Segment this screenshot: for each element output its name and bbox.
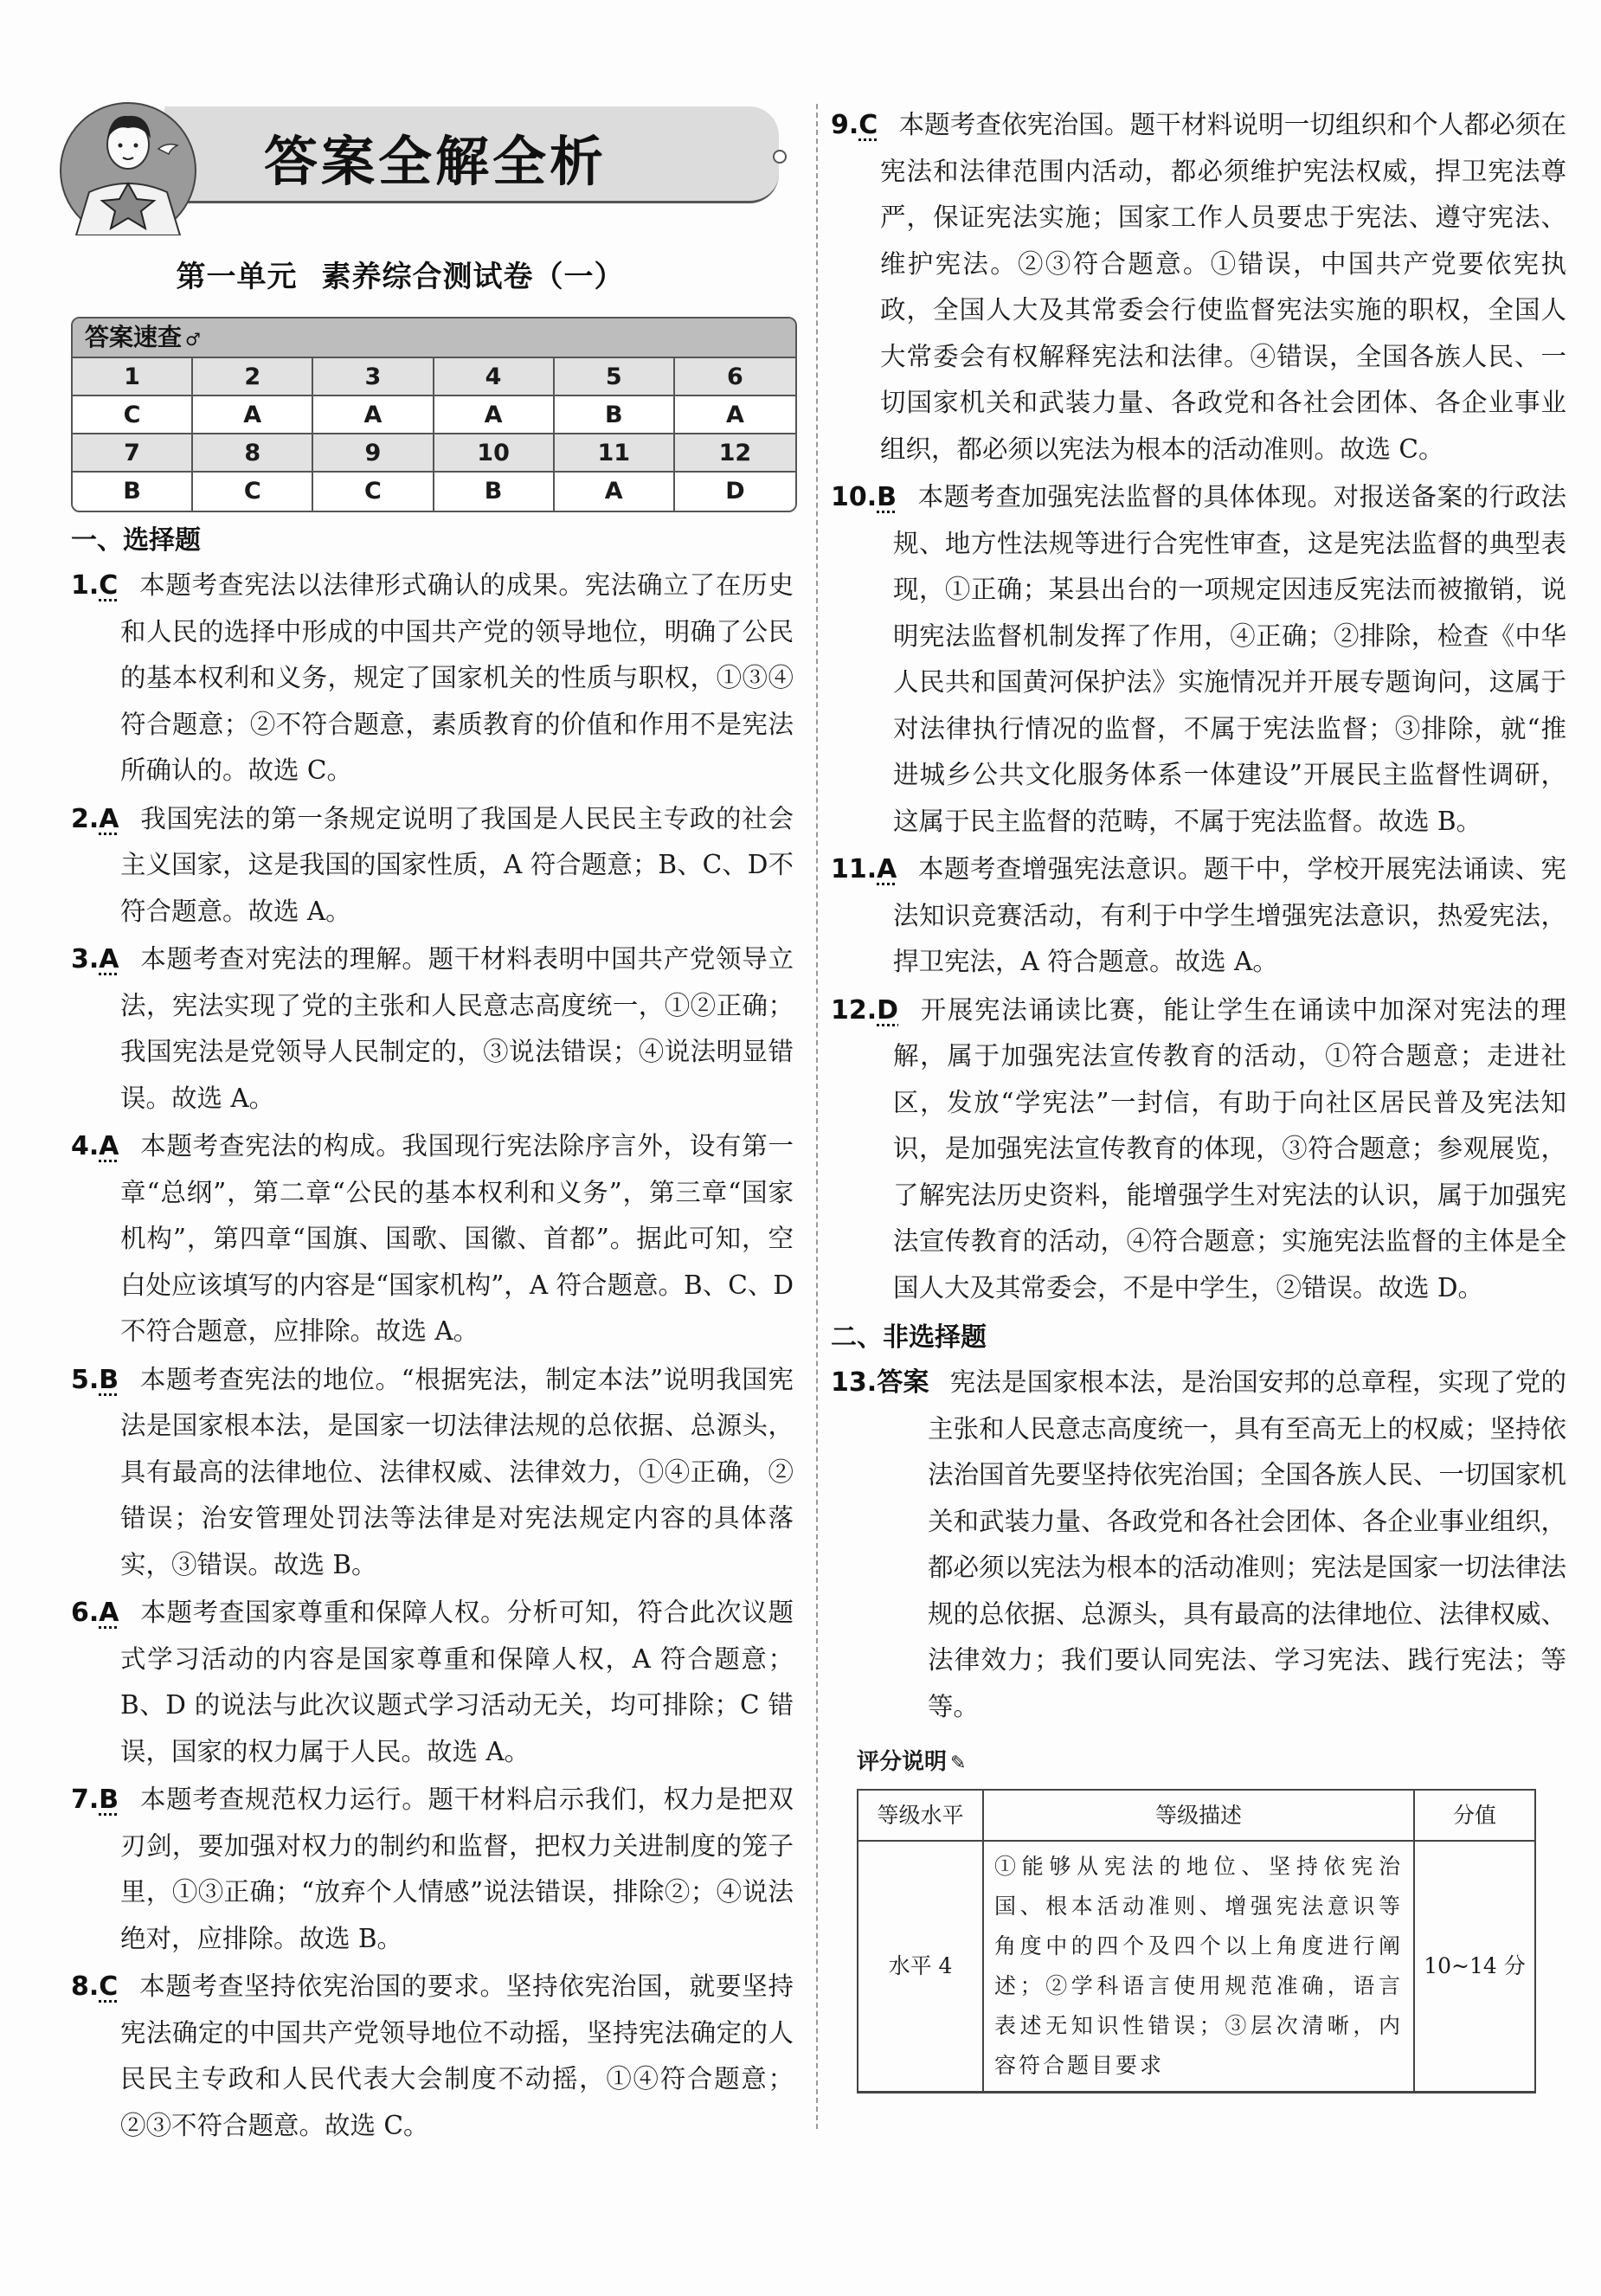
question-number: 5.B: [71, 1364, 119, 1395]
key-number: 2: [193, 358, 313, 396]
key-answer: B: [73, 473, 193, 511]
key-answer: D: [675, 473, 795, 511]
explanation-text: 本题考查坚持依宪治国的要求。坚持依宪治国，就要坚持宪法确定的中国共产党领导地位不动摇，坚持宪法确定的人民民主专政和人民代表大会制度不动摇，①④符合题意；②③不符合题意。故选 C。: [120, 1971, 794, 2140]
key-number: 1: [73, 358, 193, 396]
question-explanation: [71, 1777, 794, 1962]
key-number: 12: [675, 434, 795, 473]
answer-key-grid: [73, 358, 795, 511]
rubric-title: 评分说明 ✎: [857, 1749, 967, 1775]
question-number: 7.B: [71, 1785, 119, 1815]
test-name: 素养综合测试卷（一）: [321, 260, 625, 294]
key-number: 5: [555, 358, 675, 396]
key-number: 11: [555, 434, 675, 473]
question-explanation: [831, 102, 1566, 473]
key-number: 3: [313, 358, 434, 396]
key-answer: A: [434, 396, 555, 434]
question-explanation: [831, 846, 1566, 986]
rubric-header-description: 等级描述: [983, 1790, 1414, 1841]
key-number: 7: [73, 434, 193, 473]
rubric-header-score: 分值: [1414, 1790, 1535, 1841]
question-number: 2.A: [71, 803, 119, 834]
question-explanation: [71, 1590, 794, 1775]
banner-ornament: [773, 150, 787, 164]
explanation-text: 本题考查加强宪法监督的具体体现。对报送备案的行政法规、地方性法规等进行合宪性审查，这是宪法监督的典型表现，①正确；某县出台的一项规定因违反宪法而被撤销，说明宪法监督机制发挥了作用，④正确；②排除，检查《中华人民共和国黄河保护法》实施情况并开展专题询问，这属于对法律执行情况的监督，不属于宪法监督；③排除，就“推进城乡公共文化服务体系一体建设”开展民主监督性调研，这属于民主监督的范畴，不属于宪法监督。故选 B。: [893, 482, 1566, 836]
student-illustration-icon: [42, 97, 206, 235]
question-number: 10.B: [831, 482, 897, 512]
key-number: 9: [313, 434, 434, 473]
question-explanation: [71, 1123, 794, 1355]
key-number: 8: [193, 434, 313, 473]
explanation-text: 本题考查国家尊重和保障人权。分析可知，符合此次议题式学习活动的内容是国家尊重和保障人权，A 符合题意；B、D 的说法与此次议题式学习活动无关，均可排除；C 错误，国家的权力属于人民。故选 A。: [120, 1598, 794, 1766]
key-answer: C: [193, 473, 313, 511]
key-answer: A: [555, 473, 675, 511]
explanation-text: 本题考查依宪治国。题干材料说明一切组织和个人都必须在宪法和法律范围内活动，都必须维护宪法权威，捍卫宪法尊严，保证宪法实施；国家工作人员要忠于宪法、遵守宪法、维护宪法。②③符合题意。①错误，中国共产党要依宪执政，全国人大及其常委会行使监督宪法实施的职权，全国人大常委会有权解释宪法和法律。④错误，全国各族人民、一切国家机关和武装力量、各政党和各社会团体、各企业事业组织，都必须以宪法为根本的活动准则。故选 C。: [880, 110, 1566, 464]
answer-key-table: [71, 317, 797, 512]
column-divider: [816, 104, 818, 2129]
question-explanation: [831, 987, 1566, 1312]
rubric-score: 10~14 分: [1414, 1841, 1535, 2093]
key-answer: A: [193, 396, 313, 434]
pen-icon: ✎: [950, 1753, 967, 1774]
explanation-text: 本题考查对宪法的理解。题干材料表明中国共产党领导立法，宪法实现了党的主张和人民意志高度统一，①②正确；我国宪法是党领导人民制定的，③说法错误；④说法明显错误。故选 A。: [120, 944, 794, 1113]
key-answer: C: [313, 473, 434, 511]
key-answer: A: [675, 396, 795, 434]
explanation-text: 我国宪法的第一条规定说明了我国是人民民主专政的社会主义国家，这是我国的国家性质，A 符合题意；B、C、D不符合题意。故选 A。: [120, 803, 794, 926]
explanation-text: 本题考查增强宪法意识。题干中，学校开展宪法诵读、宪法知识竞赛活动，有利于中学生增强宪法意识，热爱宪法，捍卫宪法，A 符合题意。故选 A。: [893, 854, 1566, 976]
key-number: 10: [434, 434, 555, 473]
rubric-header-level: 等级水平: [858, 1790, 983, 1841]
key-number: 4: [434, 358, 555, 396]
page-title: 答案全解全析: [264, 130, 608, 193]
explanation-text: 本题考查宪法以法律形式确认的成果。宪法确立了在历史和人民的选择中形成的中国共产党的领导地位，明确了公民的基本权利和义务，规定了国家机关的性质与职权，①③④符合题意；②不符合题意，素质教育的价值和作用不是宪法所确认的。故选 C。: [120, 570, 794, 785]
right-column: [831, 102, 1566, 2093]
question-number: 1.C: [71, 570, 119, 601]
unit-title: [0, 253, 800, 295]
rubric-level: 水平 4: [858, 1841, 983, 2093]
question-number: 9.C: [831, 110, 878, 140]
question-explanation: [831, 1360, 1566, 1730]
explanation-text: 本题考查宪法的构成。我国现行宪法除序言外，设有第一章“总纲”，第二章“公民的基本权利和义务”，第三章“国家机构”，第四章“国旗、国歌、国徽、首都”。据此可知，空白处应该填写的内容是“国家机构”，A 符合题意。B、C、D 不符合题意，应排除。故选 A。: [120, 1131, 794, 1346]
question-number: 8.C: [71, 1971, 119, 2002]
section-title-choice: 一、选择题: [71, 525, 201, 556]
answer-key-header: [73, 318, 795, 358]
key-answer: C: [73, 396, 193, 434]
question-number: 12.D: [831, 994, 899, 1026]
rubric-description: ①能够从宪法的地位、坚持依宪治国、根本活动准则、增强宪法意识等角度中的四个及四个以上角度进行阐述；②学科语言使用规范准确，语言表述无知识性错误；③层次清晰，内容符合题目要求: [983, 1841, 1414, 2093]
section-title-nonchoice: 二、非选择题: [831, 1322, 987, 1353]
answer-key-label: 答案速查: [85, 323, 183, 351]
left-column: [71, 519, 794, 2151]
question-number: 13.答案: [831, 1367, 929, 1398]
answer-text: 宪法是国家根本法，是治国安邦的总章程，实现了党的主张和人民意志高度统一，具有至高无上的权威；坚持依法治国首先要坚持依宪治国；全国各族人民、一切国家机关和武装力量、各政党和各社会团体、各企业事业组织，都必须以宪法为根本的活动准则；宪法是国家一切法律法规的总依据、总源头，具有最高的法律地位、法律权威、法律效力；我们要认同宪法、学习宪法、践行宪法；等等。: [928, 1367, 1566, 1721]
question-explanation: [71, 563, 794, 794]
question-explanation: [71, 1964, 794, 2149]
unit-label: 第一单元: [176, 260, 298, 294]
title-banner: [164, 106, 779, 203]
explanation-text: 开展宪法诵读比赛，能让学生在诵读中加深对宪法的理解，属于加强宪法宣传教育的活动，①符合题意；走进社区，发放“学宪法”一封信，有助于向社区居民普及宪法知识，是加强宪法宣传教育的体现，③符合题意；参观展览，了解宪法历史资料，能增强学生对宪法的认识，属于加强宪法宣传教育的活动，④符合题意；实施宪法监督的主体是全国人大及其常委会，不是中学生，②错误。故选 D。: [893, 994, 1566, 1302]
key-answer: A: [313, 396, 434, 434]
explanation-text: 本题考查规范权力运行。题干材料启示我们，权力是把双刃剑，要加强对权力的制约和监督，把权力关进制度的笼子里，①③正确；“放弃个人情感”说法错误，排除②；④说法绝对，应排除。故选 B。: [120, 1785, 794, 1953]
question-explanation: [71, 936, 794, 1122]
question-explanation: [71, 796, 794, 936]
explanation-text: 本题考查宪法的地位。“根据宪法，制定本法”说明我国宪法是国家根本法，是国家一切法律法规的总依据、总源头，具有最高的法律地位、法律权威、法律效力，①④正确，②错误；治安管理处罚法等法律是对宪法规定内容的具体落实，③错误。故选 B。: [120, 1364, 794, 1579]
key-answer: B: [434, 473, 555, 511]
question-number: 4.A: [71, 1131, 119, 1161]
question-explanation: [71, 1357, 794, 1589]
key-icon: ♂: [185, 329, 201, 350]
question-number: 3.A: [71, 944, 119, 974]
question-explanation: [831, 474, 1566, 845]
question-number: 6.A: [71, 1598, 119, 1628]
question-number: 11.A: [831, 854, 897, 884]
key-answer: B: [555, 396, 675, 434]
rubric-table: [857, 1789, 1536, 2093]
key-number: 6: [675, 358, 795, 396]
rubric-row: [858, 1841, 1535, 2093]
